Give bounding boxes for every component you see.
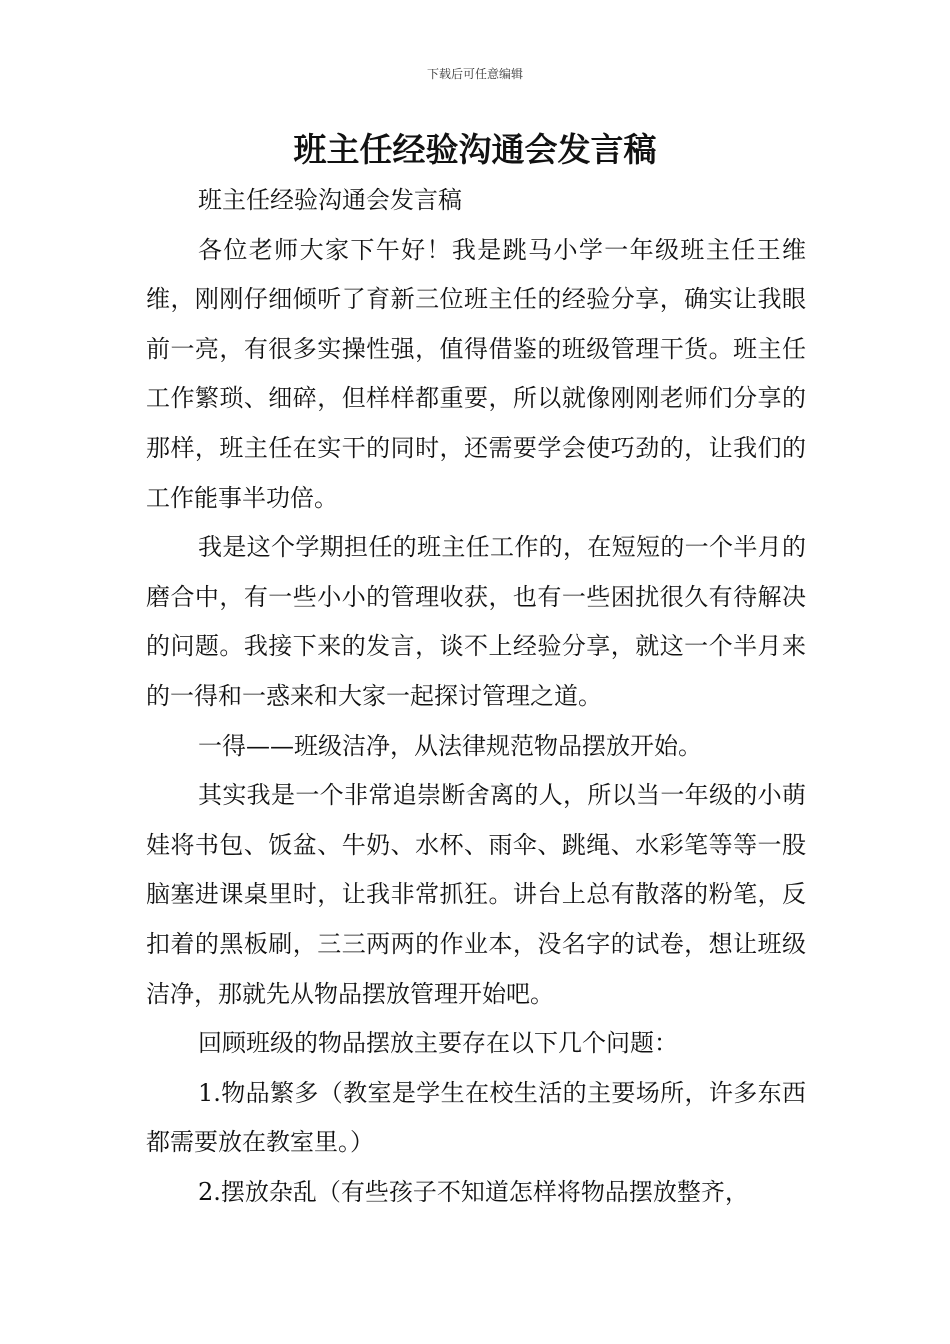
body-paragraph: 我是这个学期担任的班主任工作的，在短短的一个半月的磨合中，有一些小小的管理收获，也有一些困扰很久有待解决的问题。我接下来的发言，谈不上经验分享，就这一个半月来的一得和一惑来和大家一起探讨管理之道。: [146, 533, 806, 710]
section-heading-paragraph: 一得——班级洁净，从法律规范物品摆放开始。: [198, 731, 702, 760]
subtitle-paragraph: 班主任经验沟通会发言稿: [198, 186, 462, 214]
header-note: 下载后可任意编辑: [426, 67, 523, 81]
body-paragraph: 其实我是一个非常追崇断舍离的人，所以当一年级的小萌娃将书包、饭盆、牛奶、水杯、雨伞、跳绳、水彩笔等等一股脑塞进课桌里时，让我非常抓狂。讲台上总有散落的粉笔，反扣着的黑板刷，三三两两的作业本，没名字的试卷，想让班级洁净，那就先从物品摆放管理开始吧。: [146, 781, 806, 1008]
document-title: 班主任经验沟通会发言稿: [293, 130, 657, 169]
list-item-paragraph: 1.物品繁多（教室是学生在校生活的主要场所，许多东西都需要放在教室里。）: [146, 1078, 806, 1157]
list-item-paragraph: 2.摆放杂乱（有些孩子不知道怎样将物品摆放整齐，: [198, 1177, 749, 1206]
body-paragraph: 各位老师大家下午好！我是跳马小学一年级班主任王维维，刚刚仔细倾听了育新三位班主任的经验分享，确实让我眼前一亮，有很多实操性强，值得借鉴的班级管理干货。班主任工作繁琐、细碎，但样样都重要，所以就像刚刚老师们分享的那样，班主任在实干的同时，还需要学会使巧劲的，让我们的工作能事半功倍。: [146, 235, 806, 512]
document-body: [146, 176, 806, 1217]
body-paragraph: 回顾班级的物品摆放主要存在以下几个问题：: [198, 1029, 678, 1058]
